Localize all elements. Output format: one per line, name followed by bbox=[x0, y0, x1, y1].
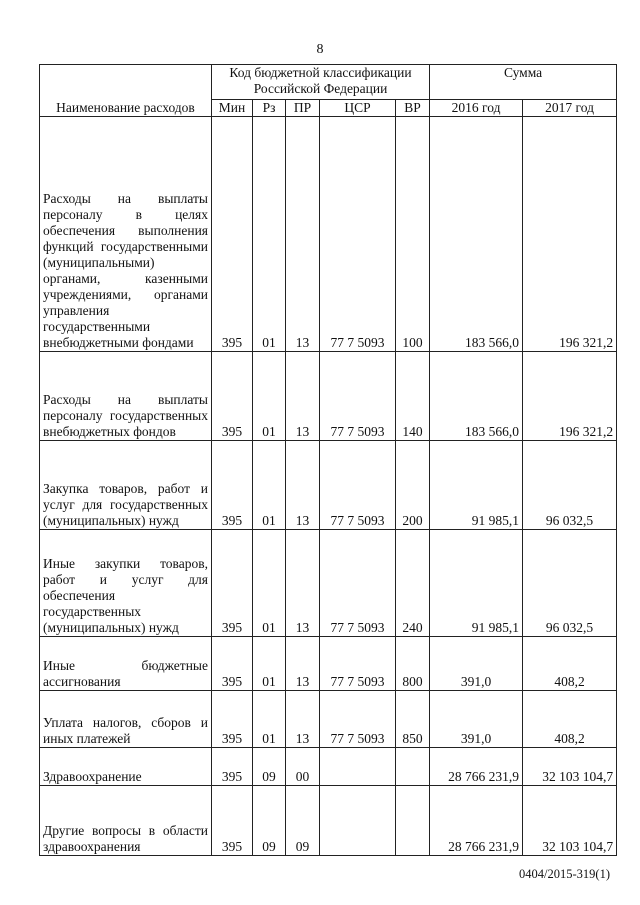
row-name: Расходы на выплаты персоналу в целях обеспечения выполнения функций государственными (муниципальными) органами, казенными учреждениями, органами управления государственными внебюджетными фондами bbox=[40, 117, 212, 352]
cell-vr: 140 bbox=[396, 352, 430, 441]
cell-vr: 800 bbox=[396, 637, 430, 691]
pr-column-header: ПР bbox=[286, 100, 320, 117]
table-row bbox=[40, 748, 617, 786]
cell-sum-2016: 28 766 231,9 bbox=[430, 748, 523, 786]
cell-rz: 01 bbox=[253, 691, 286, 748]
cell-sum-2017: 32 103 104,7 bbox=[523, 786, 617, 856]
table-row bbox=[40, 352, 617, 441]
cell-pr: 13 bbox=[286, 352, 320, 441]
cell-csr: 77 7 5093 bbox=[320, 441, 396, 530]
year-2017-column-header: 2017 год bbox=[523, 100, 617, 117]
year-2016-column-header: 2016 год bbox=[430, 100, 523, 117]
csr-column-header: ЦСР bbox=[320, 100, 396, 117]
cell-csr: 77 7 5093 bbox=[320, 691, 396, 748]
cell-rz: 01 bbox=[253, 637, 286, 691]
table-row bbox=[40, 117, 617, 352]
page-number: 8 bbox=[316, 42, 324, 57]
cell-csr: 77 7 5093 bbox=[320, 637, 396, 691]
table-row bbox=[40, 441, 617, 530]
cell-csr bbox=[320, 748, 396, 786]
cell-sum-2017: 96 032,5 bbox=[523, 530, 617, 637]
cell-csr: 77 7 5093 bbox=[320, 117, 396, 352]
cell-csr: 77 7 5093 bbox=[320, 352, 396, 441]
cell-vr bbox=[396, 786, 430, 856]
cell-sum-2016: 183 566,0 bbox=[430, 352, 523, 441]
cell-pr: 09 bbox=[286, 786, 320, 856]
cell-rz: 01 bbox=[253, 117, 286, 352]
cell-vr bbox=[396, 748, 430, 786]
cell-vr: 100 bbox=[396, 117, 430, 352]
cell-rz: 09 bbox=[253, 786, 286, 856]
cell-sum-2016: 28 766 231,9 bbox=[430, 786, 523, 856]
cell-rz: 01 bbox=[253, 352, 286, 441]
row-name: Здравоохранение bbox=[40, 748, 212, 786]
cell-vr: 850 bbox=[396, 691, 430, 748]
cell-sum-2017: 196 321,2 bbox=[523, 352, 617, 441]
cell-min: 395 bbox=[212, 117, 253, 352]
budget-code-group-header: Код бюджетной классификации Российской Федерации bbox=[212, 65, 430, 100]
cell-csr: 77 7 5093 bbox=[320, 530, 396, 637]
row-name: Другие вопросы в области здравоохранения bbox=[40, 786, 212, 856]
cell-min: 395 bbox=[212, 637, 253, 691]
cell-rz: 09 bbox=[253, 748, 286, 786]
cell-pr: 13 bbox=[286, 530, 320, 637]
cell-csr bbox=[320, 786, 396, 856]
cell-sum-2016: 183 566,0 bbox=[430, 117, 523, 352]
cell-min: 395 bbox=[212, 691, 253, 748]
table-row bbox=[40, 530, 617, 637]
cell-sum-2017: 196 321,2 bbox=[523, 117, 617, 352]
row-name: Расходы на выплаты персоналу государственных внебюджетных фондов bbox=[40, 352, 212, 441]
cell-sum-2017: 32 103 104,7 bbox=[523, 748, 617, 786]
cell-pr: 13 bbox=[286, 117, 320, 352]
table-row bbox=[40, 691, 617, 748]
cell-sum-2016: 391,0 bbox=[430, 637, 523, 691]
cell-min: 395 bbox=[212, 441, 253, 530]
row-name: Иные закупки товаров, работ и услуг для обеспечения государственных (муниципальных) нужд bbox=[40, 530, 212, 637]
cell-sum-2016: 91 985,1 bbox=[430, 441, 523, 530]
cell-pr: 13 bbox=[286, 691, 320, 748]
sum-group-header: Сумма bbox=[430, 65, 617, 100]
document-code: 0404/2015-319(1) bbox=[519, 867, 610, 881]
cell-sum-2016: 391,0 bbox=[430, 691, 523, 748]
cell-min: 395 bbox=[212, 530, 253, 637]
cell-rz: 01 bbox=[253, 441, 286, 530]
cell-rz: 01 bbox=[253, 530, 286, 637]
table-row bbox=[40, 637, 617, 691]
row-name: Уплата налогов, сборов и иных платежей bbox=[40, 691, 212, 748]
cell-min: 395 bbox=[212, 786, 253, 856]
cell-sum-2017: 408,2 bbox=[523, 637, 617, 691]
row-name: Иные бюджетные ассигнования bbox=[40, 637, 212, 691]
cell-sum-2017: 96 032,5 bbox=[523, 441, 617, 530]
cell-pr: 13 bbox=[286, 637, 320, 691]
cell-vr: 240 bbox=[396, 530, 430, 637]
cell-sum-2017: 408,2 bbox=[523, 691, 617, 748]
budget-table bbox=[39, 64, 617, 856]
rz-column-header: Рз bbox=[253, 100, 286, 117]
cell-vr: 200 bbox=[396, 441, 430, 530]
cell-sum-2016: 91 985,1 bbox=[430, 530, 523, 637]
table-row bbox=[40, 786, 617, 856]
row-name: Закупка товаров, работ и услуг для государственных (муниципальных) нужд bbox=[40, 441, 212, 530]
cell-pr: 00 bbox=[286, 748, 320, 786]
cell-min: 395 bbox=[212, 352, 253, 441]
name-column-header: Наименование расходов bbox=[40, 65, 212, 117]
vr-column-header: ВР bbox=[396, 100, 430, 117]
cell-pr: 13 bbox=[286, 441, 320, 530]
min-column-header: Мин bbox=[212, 100, 253, 117]
cell-min: 395 bbox=[212, 748, 253, 786]
